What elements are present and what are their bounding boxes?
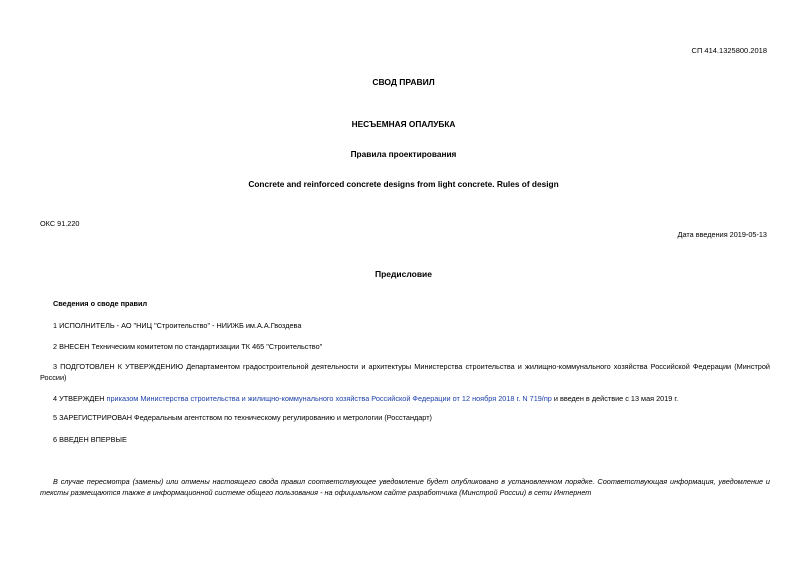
preface-item-2: 2 ВНЕСЕН Техническим комитетом по стандартизации ТК 465 "Строительство" <box>53 342 323 351</box>
item-4-prefix: 4 УТВЕРЖДЕН <box>53 394 107 403</box>
document-code: СП 414.1325800.2018 <box>691 46 767 55</box>
document-english-title: Concrete and reinforced concrete designs from light concrete. Rules of design <box>248 179 559 189</box>
preface-item-3: 3 ПОДГОТОВЛЕН К УТВЕРЖДЕНИЮ Департаментом градостроительной деятельности и архитектуры Министерства строительства и жилищно-коммунального хозяйства Российской Федерации (Минстрой России) <box>40 362 770 382</box>
document-type-title: СВОД ПРАВИЛ <box>372 77 435 87</box>
order-link[interactable]: приказом Министерства строительства и жилищно-коммунального хозяйства Российской Федерации от 12 ноября 2018 г. N 719/пр <box>106 394 552 403</box>
document-name-title: НЕСЪЕМНАЯ ОПАЛУБКА <box>351 119 456 129</box>
document-subtitle: Правила проектирования <box>350 149 457 159</box>
preface-heading: Предисловие <box>374 269 433 279</box>
oks-code: ОКС 91.220 <box>40 219 80 228</box>
item-4-suffix: и введен в действие с 13 мая 2019 г. <box>551 394 679 403</box>
preface-item-5: 5 ЗАРЕГИСТРИРОВАН Федеральным агентством по техническому регулированию и метрологии (Росстандарт) <box>53 413 432 422</box>
preface-item-6: 6 ВВЕДЕН ВПЕРВЫЕ <box>53 435 127 444</box>
revision-note: В случае пересмотра (замены) или отмены настоящего свода правил соответствующее уведомление будет опубликовано в установленном порядке. Соответствующая информация, уведомление и тексты размещаются также в информационной системе общего пользования - на официальном сайте разработчика (Минстрой России) в сети Интернет <box>40 477 770 497</box>
preface-item-1: 1 ИСПОЛНИТЕЛЬ - АО "НИЦ "Строительство" - НИИЖБ им.А.А.Гвоздева <box>53 321 302 330</box>
info-heading: Сведения о своде правил <box>53 299 148 308</box>
preface-item-4 <box>53 394 678 403</box>
intro-date: Дата введения 2019-05-13 <box>677 230 767 239</box>
